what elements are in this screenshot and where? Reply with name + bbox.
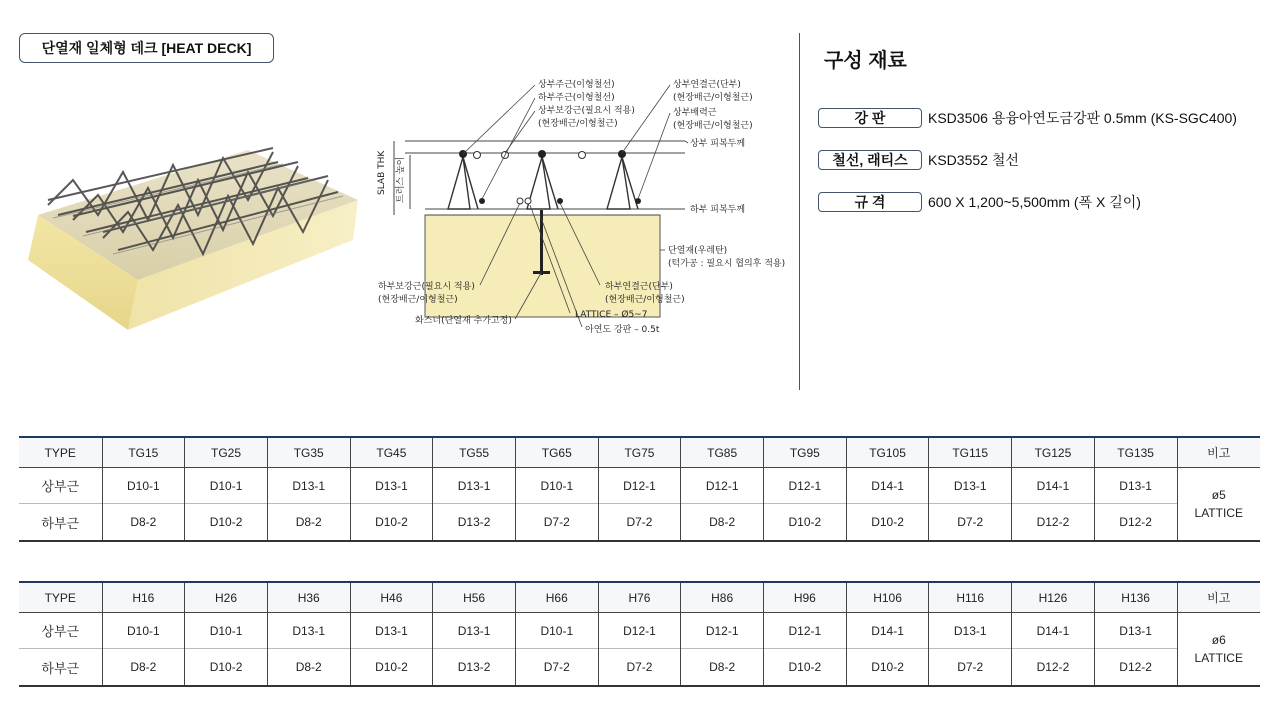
header-cell: H96 bbox=[764, 582, 847, 613]
page-title: 단열재 일체형 데크 [HEAT DECK] bbox=[19, 33, 274, 63]
spec-label: 규 격 bbox=[818, 192, 922, 212]
table-cell: D10-1 bbox=[102, 613, 185, 649]
header-cell: H86 bbox=[681, 582, 764, 613]
table-cell: D12-1 bbox=[681, 613, 764, 649]
spec-value: KSD3506 용융아연도금강판 0.5mm (KS-SGC400) bbox=[928, 110, 1237, 126]
label-insulation-sub: (턱가공 : 필요시 협의후 적용) bbox=[668, 259, 786, 269]
label-washer: 화스너(단열재 추가고정) bbox=[415, 316, 512, 326]
table-cell: D13-1 bbox=[433, 468, 516, 504]
header-cell: H126 bbox=[1012, 582, 1095, 613]
spec-item-size bbox=[818, 192, 1141, 212]
table-cell: D13-1 bbox=[267, 468, 350, 504]
label-top-reinf: 상부보강근(필요시 적용) bbox=[538, 106, 635, 116]
header-cell: TG95 bbox=[764, 437, 847, 468]
row-label-top: 상부근 bbox=[19, 613, 102, 649]
table-cell: D12-1 bbox=[764, 613, 847, 649]
table-cell: D13-1 bbox=[1094, 613, 1177, 649]
header-cell: H116 bbox=[929, 582, 1012, 613]
table-cell: D10-2 bbox=[185, 649, 268, 687]
table-cell: D8-2 bbox=[102, 649, 185, 687]
table-cell: D8-2 bbox=[681, 504, 764, 542]
label-bottom-conn: 하부연결근(단부) bbox=[605, 282, 673, 292]
table-cell: D12-1 bbox=[764, 468, 847, 504]
spec-table-tg bbox=[19, 436, 1260, 542]
table-cell: D8-2 bbox=[681, 649, 764, 687]
table-cell: D13-1 bbox=[929, 613, 1012, 649]
header-cell: TG105 bbox=[846, 437, 929, 468]
label-top-dist: 상부배력근 bbox=[673, 108, 717, 118]
label-insulation: 단열재(우레탄) bbox=[668, 246, 728, 256]
note-cell bbox=[1177, 468, 1260, 542]
header-cell: H66 bbox=[515, 582, 598, 613]
table-cell: D10-2 bbox=[350, 504, 433, 542]
spec-item-wire bbox=[818, 150, 1019, 170]
label-lattice: LATTICE – Ø5~7 bbox=[575, 310, 648, 320]
table-cell: D10-2 bbox=[764, 504, 847, 542]
label-top-dist-sub: (현장배근/이형철근) bbox=[673, 121, 753, 131]
note-line-2: LATTICE bbox=[1194, 651, 1243, 665]
cross-section-diagram bbox=[370, 75, 790, 345]
header-cell: H56 bbox=[433, 582, 516, 613]
header-cell: H136 bbox=[1094, 582, 1177, 613]
table-cell: D10-2 bbox=[350, 649, 433, 687]
spec-value: 600 X 1,200~5,500mm (폭 X 길이) bbox=[928, 194, 1141, 210]
label-top-reinf-sub: (현장배근/이형철근) bbox=[538, 119, 618, 129]
header-cell: TG85 bbox=[681, 437, 764, 468]
label-bottom-cover: 하부 피복두께 bbox=[690, 205, 746, 215]
table-cell: D7-2 bbox=[929, 504, 1012, 542]
note-line-1: ø6 bbox=[1211, 633, 1226, 647]
table-cell: D7-2 bbox=[929, 649, 1012, 687]
label-top-conn: 상부연결근(단부) bbox=[673, 80, 741, 90]
label-truss-height: 트러스 높이 bbox=[396, 156, 406, 203]
table-cell: D13-1 bbox=[1094, 468, 1177, 504]
table-cell: D14-1 bbox=[846, 468, 929, 504]
table-cell: D13-1 bbox=[267, 613, 350, 649]
row-label-bottom: 하부근 bbox=[19, 649, 102, 687]
table-cell: D10-1 bbox=[185, 468, 268, 504]
vertical-divider bbox=[799, 33, 800, 390]
header-note: 비고 bbox=[1177, 437, 1260, 468]
table-cell: D13-1 bbox=[433, 613, 516, 649]
header-cell: H36 bbox=[267, 582, 350, 613]
spec-label: 강 판 bbox=[818, 108, 922, 128]
heat-deck-photo bbox=[28, 120, 358, 330]
spec-item-steel bbox=[818, 108, 1237, 128]
table-cell: D10-2 bbox=[185, 504, 268, 542]
table-cell: D14-1 bbox=[1012, 613, 1095, 649]
table-cell: D10-2 bbox=[764, 649, 847, 687]
row-label-bottom: 하부근 bbox=[19, 504, 102, 542]
header-cell: H26 bbox=[185, 582, 268, 613]
table-cell: D12-1 bbox=[681, 468, 764, 504]
table-cell: D8-2 bbox=[102, 504, 185, 542]
table-cell: D13-1 bbox=[350, 468, 433, 504]
table-cell: D12-1 bbox=[598, 613, 681, 649]
table-cell: D7-2 bbox=[598, 504, 681, 542]
row-label-top: 상부근 bbox=[19, 468, 102, 504]
table-cell: D12-2 bbox=[1094, 649, 1177, 687]
header-cell: H76 bbox=[598, 582, 681, 613]
table-cell: D12-2 bbox=[1012, 504, 1095, 542]
header-cell: H106 bbox=[846, 582, 929, 613]
header-cell: TG135 bbox=[1094, 437, 1177, 468]
header-cell: TG115 bbox=[929, 437, 1012, 468]
header-cell: TG25 bbox=[185, 437, 268, 468]
header-type: TYPE bbox=[19, 582, 102, 613]
table-cell: D10-2 bbox=[846, 649, 929, 687]
header-cell: TG45 bbox=[350, 437, 433, 468]
table-cell: D13-2 bbox=[433, 504, 516, 542]
table-cell: D13-1 bbox=[929, 468, 1012, 504]
table-cell: D12-1 bbox=[598, 468, 681, 504]
table-cell: D8-2 bbox=[267, 649, 350, 687]
table-cell: D13-1 bbox=[350, 613, 433, 649]
header-cell: TG75 bbox=[598, 437, 681, 468]
spec-table-h bbox=[19, 581, 1260, 687]
table-cell: D10-1 bbox=[102, 468, 185, 504]
header-cell: TG65 bbox=[515, 437, 598, 468]
table-cell: D14-1 bbox=[846, 613, 929, 649]
note-line-2: LATTICE bbox=[1194, 506, 1243, 520]
label-top-conn-sub: (현장배근/이형철근) bbox=[673, 93, 753, 103]
label-bottom-reinf: 하부보강근(필요시 적용) bbox=[378, 282, 475, 292]
table-cell: D10-1 bbox=[515, 613, 598, 649]
header-cell: TG125 bbox=[1012, 437, 1095, 468]
table-cell: D10-1 bbox=[185, 613, 268, 649]
spec-value: KSD3552 철선 bbox=[928, 152, 1019, 168]
spec-heading: 구성 재료 bbox=[824, 50, 907, 72]
note-cell bbox=[1177, 613, 1260, 687]
table-cell: D14-1 bbox=[1012, 468, 1095, 504]
table-cell: D7-2 bbox=[515, 504, 598, 542]
header-cell: H16 bbox=[102, 582, 185, 613]
table-cell: D10-2 bbox=[846, 504, 929, 542]
label-top-main: 상부주근(이형철선) bbox=[538, 80, 615, 90]
table-cell: D10-1 bbox=[515, 468, 598, 504]
spec-label: 철선, 래티스 bbox=[818, 150, 922, 170]
header-cell: TG15 bbox=[102, 437, 185, 468]
table-cell: D7-2 bbox=[598, 649, 681, 687]
table-cell: D8-2 bbox=[267, 504, 350, 542]
note-line-1: ø5 bbox=[1211, 488, 1226, 502]
table-cell: D12-2 bbox=[1012, 649, 1095, 687]
label-steel-plate: 아연도 강판 – 0.5t bbox=[585, 325, 660, 335]
label-bottom-reinf-sub: (현장배근/이형철근) bbox=[378, 295, 458, 305]
header-note: 비고 bbox=[1177, 582, 1260, 613]
table-cell: D12-2 bbox=[1094, 504, 1177, 542]
label-bottom-main: 하부주근(이형철선) bbox=[538, 93, 615, 103]
label-slab-thk: SLAB THK bbox=[377, 150, 387, 195]
header-cell: H46 bbox=[350, 582, 433, 613]
header-cell: TG55 bbox=[433, 437, 516, 468]
table-cell: D13-2 bbox=[433, 649, 516, 687]
label-bottom-conn-sub: (현장배근/이형철근) bbox=[605, 295, 685, 305]
label-top-cover: 상부 피복두께 bbox=[690, 139, 746, 149]
header-type: TYPE bbox=[19, 437, 102, 468]
header-cell: TG35 bbox=[267, 437, 350, 468]
table-cell: D7-2 bbox=[515, 649, 598, 687]
